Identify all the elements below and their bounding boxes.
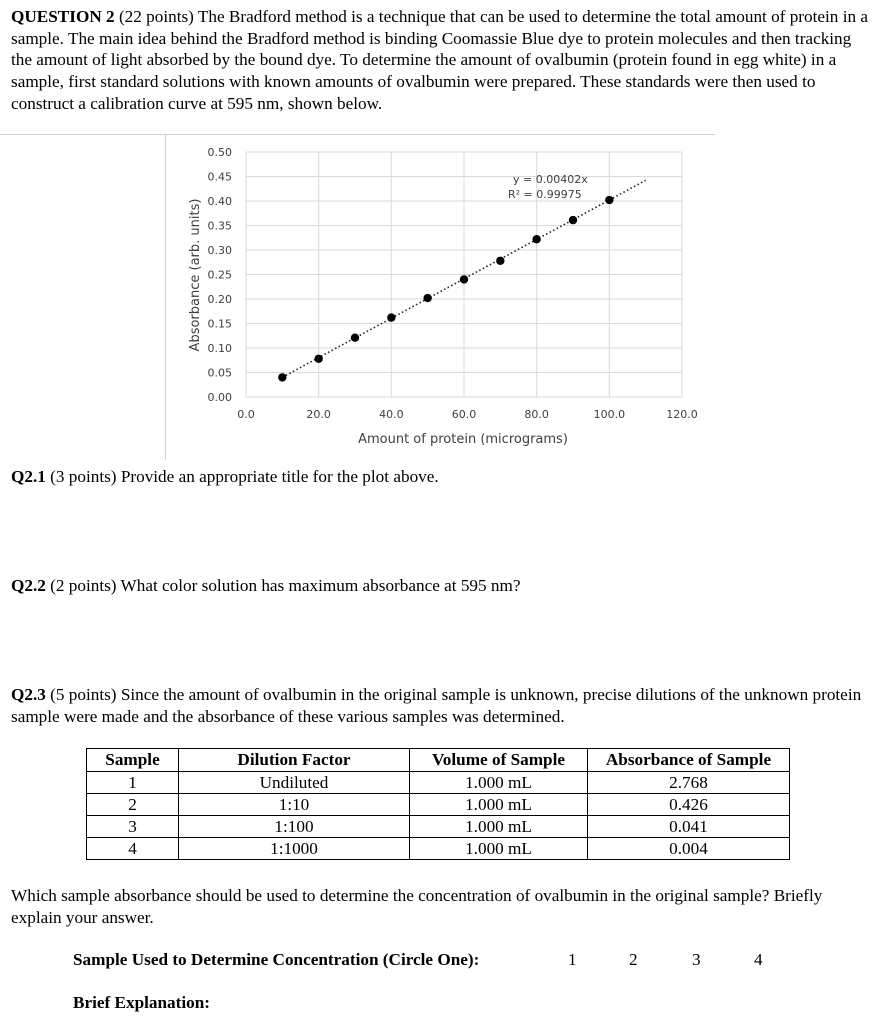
table-cell: 1:100 xyxy=(179,816,410,838)
table-cell: 1.000 mL xyxy=(410,772,588,794)
q2-3-text: Since the amount of ovalbumin in the original sample is unknown, precise dilutions of the unknown protein sample were made and the absorbance of these various samples was determined. xyxy=(11,685,862,726)
table-cell: 0.041 xyxy=(588,816,790,838)
table-cell: 0.004 xyxy=(588,838,790,860)
dilution-table xyxy=(86,748,790,860)
chart-y-tick-label: 0.35 xyxy=(207,219,232,233)
table-header-row xyxy=(87,749,790,772)
chart-data-point xyxy=(532,235,540,243)
table-cell: 4 xyxy=(87,838,179,860)
question-intro xyxy=(11,6,869,115)
circle-option-4[interactable]: 4 xyxy=(754,950,763,969)
chart-x-tick-label: 20.0 xyxy=(306,408,331,421)
chart-x-ticks xyxy=(237,408,698,421)
question-label: QUESTION 2 xyxy=(11,7,115,26)
explanation-label: Brief Explanation: xyxy=(73,993,211,1012)
table-cell: 0.426 xyxy=(588,794,790,816)
circle-option-2[interactable]: 2 xyxy=(629,950,638,969)
chart-data-point xyxy=(605,196,613,204)
chart-x-tick-label: 120.0 xyxy=(666,408,698,421)
circle-option-1[interactable]: 1 xyxy=(568,950,577,969)
q2-2 xyxy=(11,575,866,597)
table-cell: 1.000 mL xyxy=(410,816,588,838)
table-cell: 1.000 mL xyxy=(410,838,588,860)
chart-y-ticks xyxy=(208,146,233,404)
chart-y-tick-label: 0.30 xyxy=(207,244,232,257)
table-row xyxy=(87,772,790,794)
chart-x-axis-label: Amount of protein (micrograms) xyxy=(358,432,568,447)
chart-x-tick-label: 80.0 xyxy=(524,408,549,421)
chart-equation: y = 0.00402x xyxy=(513,173,588,186)
table-header-cell: Volume of Sample xyxy=(410,749,588,772)
table-cell: 2.768 xyxy=(588,772,790,794)
circle-option-3[interactable]: 3 xyxy=(692,950,701,969)
table-cell: 2 xyxy=(87,794,179,816)
chart-data-point xyxy=(387,313,395,321)
chart-y-tick-label: 0.50 xyxy=(207,146,232,159)
question-text: The Bradford method is a technique that can be used to determine the total amount of protein in a sample. The main idea behind the Bradford method is binding Coomassie Blue dye to protein molecules and then tracking the amount of light absorbed by the bound dye. To determine the amount of ovalbumin (protein found in egg white) in a sample, first standard solutions with known amounts of ovalbumin were prepared. These standards were then used to construct a calibration curve at 595 nm, shown below. xyxy=(11,7,868,113)
table-cell: 1.000 mL xyxy=(410,794,588,816)
q2-1 xyxy=(11,466,866,488)
q2-2-text: What color solution has maximum absorbance at 595 nm? xyxy=(120,576,521,595)
chart-y-tick-label: 0.20 xyxy=(207,293,232,306)
table-row xyxy=(87,816,790,838)
q2-1-label: Q2.1 xyxy=(11,467,46,486)
q2-3-label: Q2.3 xyxy=(11,685,46,704)
chart-data-point xyxy=(569,216,577,224)
chart-x-tick-label: 60.0 xyxy=(451,408,477,421)
circle-prompt: Sample Used to Determine Concentration (Circle One): xyxy=(73,950,480,969)
calibration-chart xyxy=(165,135,715,455)
table-header-cell: Sample xyxy=(87,749,179,772)
chart-data-points xyxy=(278,196,613,382)
table-cell: Undiluted xyxy=(179,772,410,794)
chart-y-tick-label: 0.45 xyxy=(207,170,232,184)
chart-data-point xyxy=(423,294,431,302)
table-row xyxy=(87,838,790,860)
chart-data-point xyxy=(496,257,504,265)
chart-x-tick-label: 40.0 xyxy=(379,408,404,421)
q2-1-text: Provide an appropriate title for the plot above. xyxy=(120,467,439,486)
q2-3-points: (5 points) xyxy=(50,685,117,704)
table-cell: 1:10 xyxy=(179,794,410,816)
chart-y-tick-label: 0.25 xyxy=(207,268,232,282)
q2-2-label: Q2.2 xyxy=(11,576,46,595)
chart-y-axis-label: Absorbance (arb. units) xyxy=(188,198,203,352)
q2-1-points: (3 points) xyxy=(50,467,117,486)
chart-data-point xyxy=(314,355,322,363)
chart-data-point xyxy=(278,373,286,381)
table-cell: 3 xyxy=(87,816,179,838)
table-cell: 1 xyxy=(87,772,179,794)
chart-y-tick-label: 0.40 xyxy=(207,195,232,208)
chart-r-squared: R² = 0.99975 xyxy=(508,188,582,201)
q2-3 xyxy=(11,684,866,727)
follow-up-question: Which sample absorbance should be used to determine the concentration of ovalbumin in the original sample? Briefly explain your answer. xyxy=(11,886,823,927)
chart-data-point xyxy=(351,334,359,342)
table-cell: 1:1000 xyxy=(179,838,410,860)
table-header-cell: Dilution Factor xyxy=(179,749,410,772)
table-row xyxy=(87,794,790,816)
chart-y-tick-label: 0.00 xyxy=(207,391,232,404)
chart-gridlines xyxy=(246,152,682,397)
chart-x-tick-label: 0.0 xyxy=(237,408,255,421)
table-header-cell: Absorbance of Sample xyxy=(588,749,790,772)
chart-data-point xyxy=(460,275,468,283)
chart-y-tick-label: 0.05 xyxy=(207,366,232,380)
chart-y-tick-label: 0.10 xyxy=(207,342,232,355)
chart-x-tick-label: 100.0 xyxy=(593,408,626,421)
question-points: (22 points) xyxy=(118,7,194,26)
q2-2-points: (2 points) xyxy=(50,576,117,595)
chart-y-tick-label: 0.15 xyxy=(207,317,232,331)
